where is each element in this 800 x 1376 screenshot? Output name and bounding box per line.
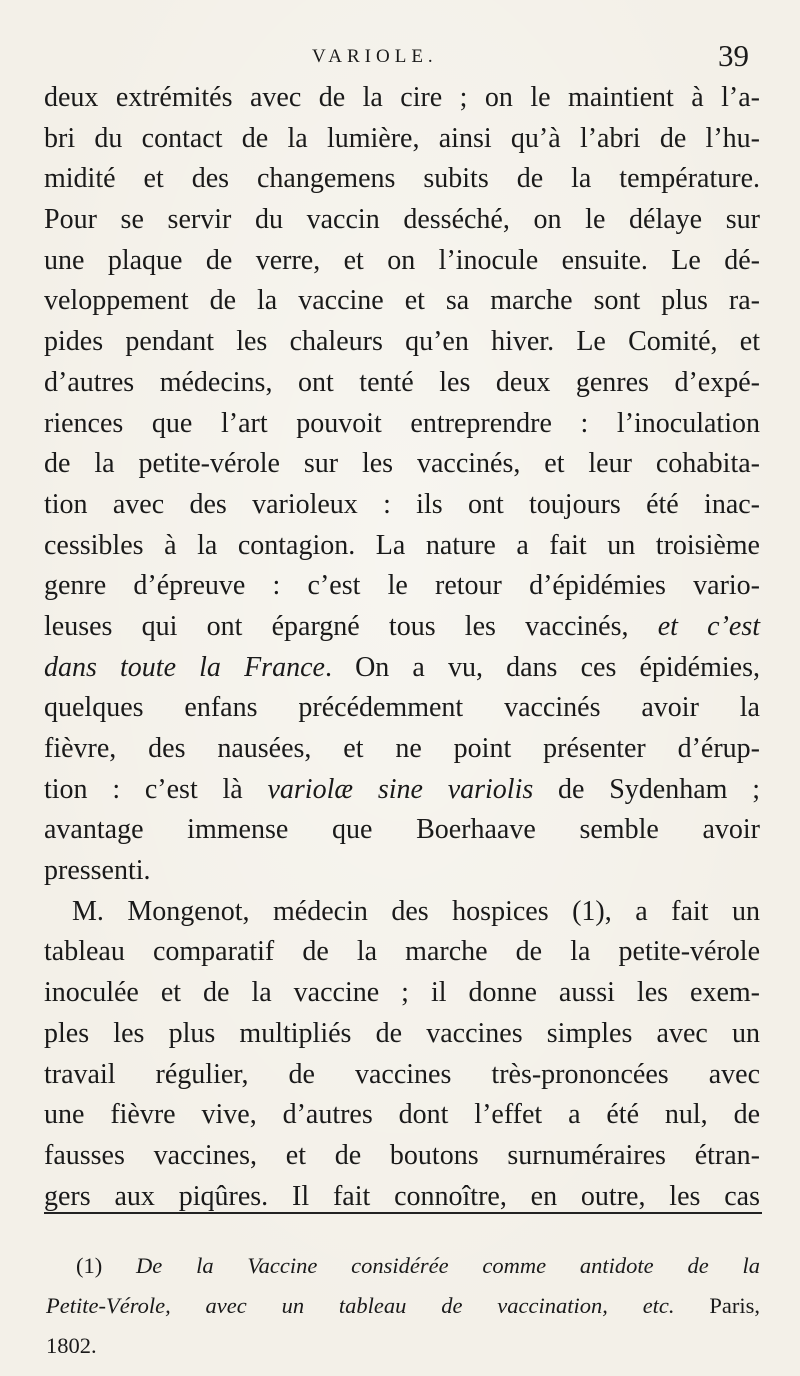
text-line: gers aux piqûres. Il fait connoître, en outre, les cas [44, 1180, 760, 1212]
footnote [46, 1246, 760, 1366]
italic-segment: De la Vaccine considérée comme antidote de la [136, 1253, 760, 1278]
text-line [44, 607, 760, 648]
text-line: genre d’épreuve : c’est le retour d’épidémies vario- [44, 570, 760, 602]
text-line: inoculée et de la vaccine ; il donne aussi les exem- [44, 977, 760, 1009]
italic-segment: variolæ sine variolis [267, 773, 534, 805]
text-segment: leuses qui ont épargné tous les vaccinés, [44, 610, 658, 642]
text-segment: tion : c’est là [44, 773, 268, 805]
text-segment: . On a vu, dans ces épidémies, [324, 651, 760, 683]
text-line: quelques enfans précédemment vaccinés avoir la [44, 692, 760, 724]
text-segment: de Sydenham ; [533, 773, 760, 805]
text-line: veloppement de la vaccine et sa marche sont plus ra- [44, 285, 760, 317]
text-line: fausses vaccines, et de boutons surnuméraires étran- [44, 1139, 760, 1171]
text-line: de la petite-vérole sur les vaccinés, et leur cohabita- [44, 448, 760, 480]
body-text [44, 78, 760, 1217]
footnote-line [46, 1246, 760, 1286]
text-line [44, 770, 760, 811]
text-line: cessibles à la contagion. La nature a fait un troisième [44, 529, 760, 561]
text-line: travail régulier, de vaccines très-prononcées avec [44, 1058, 760, 1090]
text-line: Pour se servir du vaccin desséché, on le délaye sur [44, 204, 760, 236]
page-number: 39 [718, 38, 749, 73]
italic-segment: et c’est [657, 610, 760, 642]
text-line: midité et des changemens subits de la température. [44, 163, 760, 195]
text-line: pides pendant les chaleurs qu’en hiver. Le Comité, et [44, 326, 760, 358]
text-line: une plaque de verre, et on l’inocule ensuite. Le dé- [44, 244, 760, 276]
text-line: deux extrémités avec de la cire ; on le maintient à l’a- [44, 82, 760, 113]
text-line: tion avec des varioleux : ils ont toujours été inac- [44, 488, 760, 520]
italic-segment: dans toute la France [44, 651, 325, 683]
text-line: bri du contact de la lumière, ainsi qu’à l’abri de l’hu- [44, 122, 760, 154]
running-head: VARIOLE. [312, 46, 438, 67]
text-line: une fièvre vive, d’autres dont l’effet a été nul, de [44, 1099, 760, 1131]
text-line: riences que l’art pouvoit entreprendre : l’inoculation [44, 407, 760, 439]
footnote-marker: (1) [76, 1253, 137, 1278]
footnote-line [46, 1286, 760, 1326]
italic-segment: Petite-Vérole, avec un tableau de vaccination, etc. [46, 1293, 675, 1318]
text-line: M. Mongenot, médecin des hospices (1), a fait un [72, 895, 760, 927]
text-line [44, 648, 760, 689]
text-line: d’autres médecins, ont tenté les deux genres d’expé- [44, 366, 760, 398]
text-line: pressenti. [44, 855, 151, 887]
text-line: avantage immense que Boerhaave semble avoir [44, 814, 760, 846]
text-segment: Paris, [674, 1293, 760, 1318]
text-line: tableau comparatif de la marche de la petite-vérole [44, 936, 760, 968]
text-line: ples les plus multipliés de vaccines simples avec un [44, 1017, 760, 1049]
text-line: fièvre, des nausées, et ne point présenter d’érup- [44, 733, 760, 764]
footnote-rule [44, 1212, 762, 1214]
footnote-line: 1802. [46, 1333, 97, 1358]
